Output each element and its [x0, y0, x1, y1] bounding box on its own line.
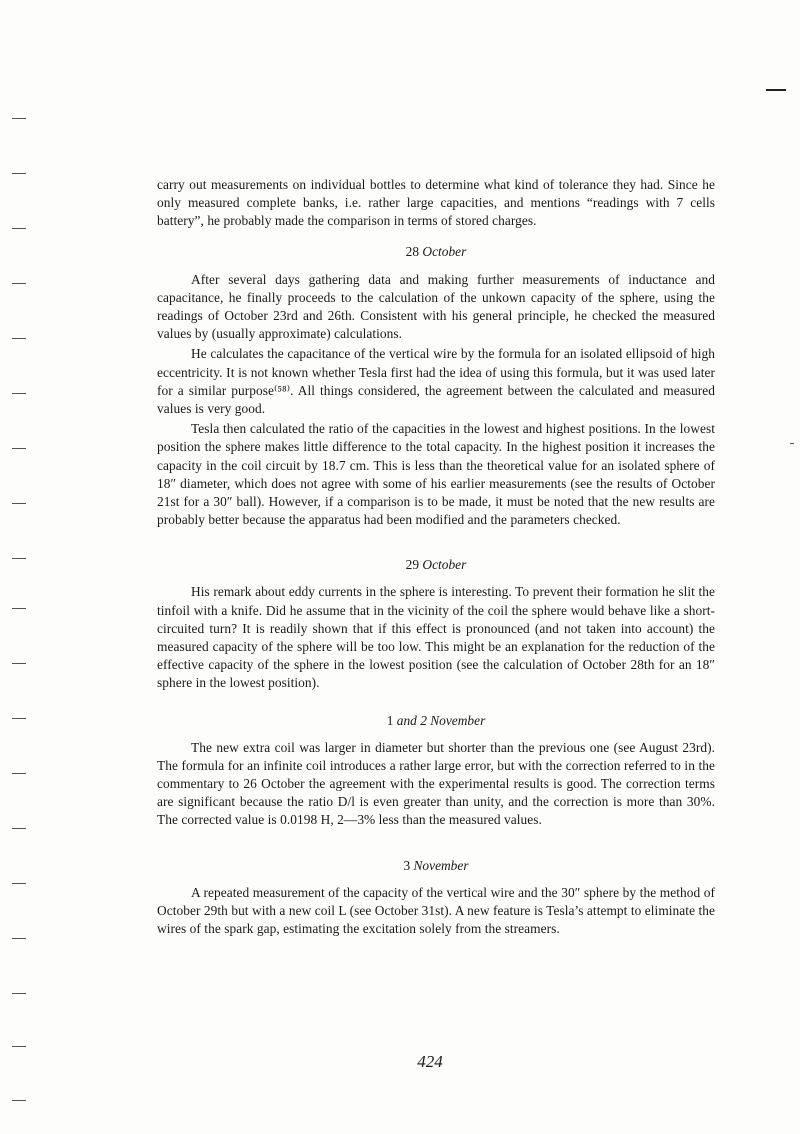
margin-tick	[12, 283, 26, 284]
heading-day: 1	[386, 712, 394, 728]
margin-tick	[12, 558, 26, 559]
margin-tick	[12, 718, 26, 719]
margin-tick	[12, 1046, 26, 1047]
section-heading-28-october	[157, 243, 715, 261]
heading-month: October	[422, 557, 467, 573]
margin-tick	[12, 883, 26, 884]
margin-tick	[12, 938, 26, 939]
paragraph-continuation: carry out measurements on individual bottles to determine what kind of tolerance they had. Since he only measured complete banks, i.e. rather large capacities, and mentions “readings with 7 cells battery”, he probably made the comparison in terms of stored charges.	[157, 177, 715, 229]
margin-tick	[12, 608, 26, 609]
margin-tick	[12, 773, 26, 774]
page-number: 424	[417, 1052, 443, 1071]
margin-tick	[12, 228, 26, 229]
margin-tick	[12, 503, 26, 504]
margin-tick	[12, 118, 26, 119]
margin-tick	[12, 173, 26, 174]
heading-month: November	[413, 857, 469, 873]
paragraph: Tesla then calculated the ratio of the capacities in the lowest and highest positions. In the lowest position the sphere makes little difference to the total capacity. In the highest position it increases the capacity in the coil circuit by 18.7 cm. This is less than the theoretical value for an isolated sphere of 18″ diameter, which does not agree with some of his earlier measurements (see the results of October 21st for a 30″ ball). However, if a comparison is to be made, it must be noted that the new results are probably better because the apparatus had been modified and the parameters checked.	[157, 421, 715, 528]
page-body	[157, 176, 715, 938]
margin-tick	[12, 448, 26, 449]
corner-mark	[766, 89, 786, 91]
margin-tick	[12, 1100, 26, 1101]
paragraph: After several days gathering data and making further measurements of inductance and capacitance, he finally proceeds to the calculation of the unkown capacity of the sphere, using the readings of October 23rd and 26th. Consistent with his general principle, he checked the measured values by (usually approximate) calculations.	[157, 271, 715, 342]
section-heading-3-november	[157, 857, 715, 875]
margin-tick	[12, 663, 26, 664]
heading-day: 3	[403, 857, 411, 873]
heading-month: October	[422, 243, 467, 259]
heading-day: 29	[405, 557, 420, 573]
paragraph: A repeated measurement of the capacity of the vertical wire and the 30″ sphere by the method of October 29th but with a new coil L (see October 31st). A new feature is Tesla’s attempt to eliminate the wires of the spark gap, estimating the excitation solely from the streamers.	[157, 884, 715, 937]
heading-month: and 2 November	[396, 712, 486, 728]
heading-day: 28	[405, 243, 420, 259]
margin-tick	[12, 828, 26, 829]
section-heading-1-2-november	[157, 712, 715, 730]
paragraph: The new extra coil was larger in diameter but shorter than the previous one (see August 23rd). The formula for an infinite coil introduces a rather large error, but with the correction referred to in the commentary to 26 October the agreement with the experimental results is good. The correction terms are significant because the ratio D/l is even greater than unity, and the correction is more than 30%. The corrected value is 0.0198 H, 2—3% less than the measured values.	[157, 739, 715, 828]
paragraph: His remark about eddy currents in the sphere is interesting. To prevent their formation he slit the tinfoil with a knife. Did he assume that in the vicinity of the coil the sphere would behave like a short-circuited turn? It is readily shown that if this effect is pronounced (and not taken into account) the measured capacity of the sphere will be too low. This might be an explanation for the reduction of the effective capacity of the sphere in the lowest position (see the calculation of October 28th for an 18″ sphere in the lowest position).	[157, 584, 715, 691]
margin-dot	[790, 443, 794, 444]
margin-tick	[12, 993, 26, 994]
margin-tick	[12, 393, 26, 394]
section-heading-29-october	[157, 556, 715, 574]
margin-tick	[12, 338, 26, 339]
paragraph: He calculates the capacitance of the vertical wire by the formula for an isolated ellipsoid of high eccentricity. It is not known whether Tesla first had the idea of using this formula, but it was used later for a similar purpose⁽⁵⁸⁾. All things considered, the agreement between the calculated and measured values is very good.	[157, 346, 715, 417]
